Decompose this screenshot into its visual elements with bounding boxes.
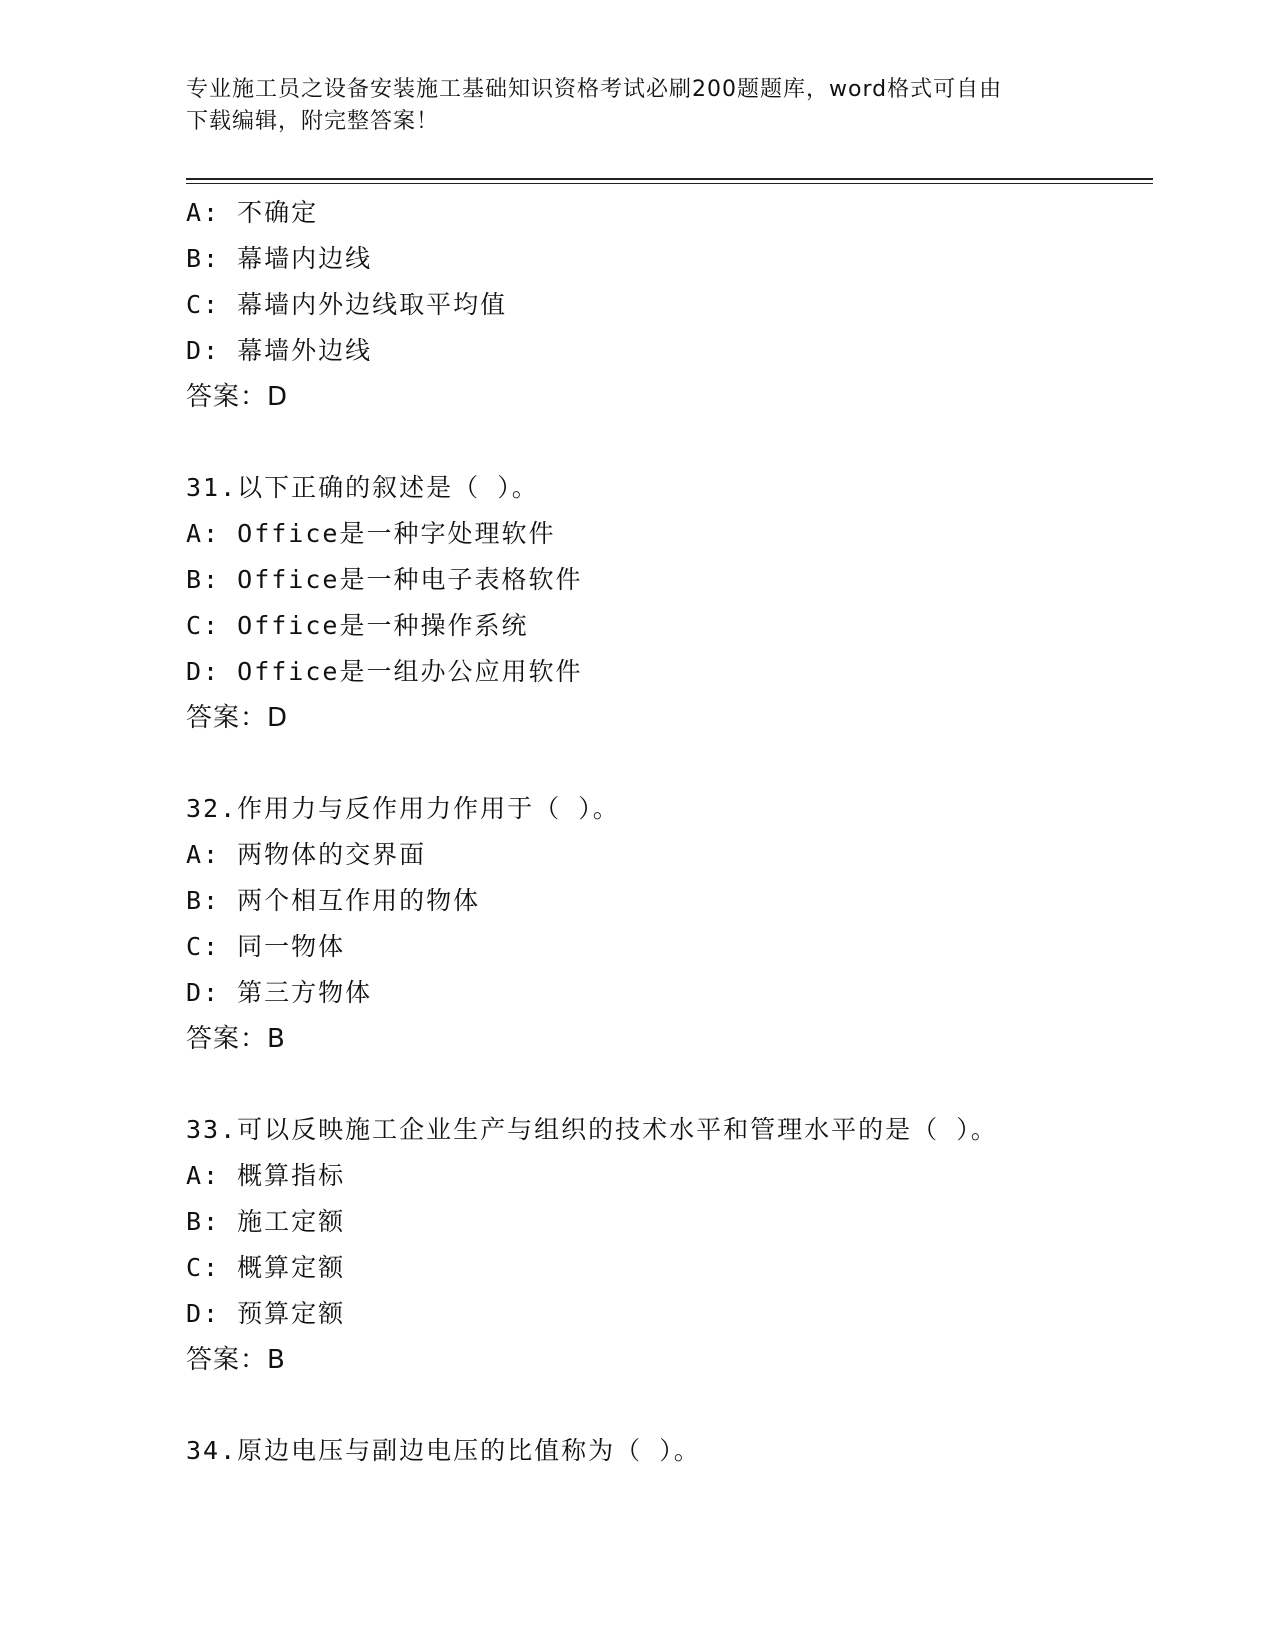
option-d: D: 预算定额 [186,1299,346,1328]
option-c: C: 同一物体 [186,932,346,961]
option-c: C: 幕墙内外边线取平均值 [186,290,508,319]
option-b: B: 两个相互作用的物体 [186,886,481,915]
spacer [186,741,1146,786]
option-a: A: Office是一种字处理软件 [186,519,556,548]
option-d: D: Office是一组办公应用软件 [186,657,583,686]
option-d: D: 第三方物体 [186,978,373,1007]
question-stem: 34.原边电压与副边电压的比值称为（ ）。 [186,1436,701,1465]
question-stem: 32.作用力与反作用力作用于（ ）。 [186,794,620,823]
question-stem: 33.可以反映施工企业生产与组织的技术水平和管理水平的是（ ）。 [186,1115,998,1144]
answer-line: 答案：D [186,382,289,412]
document-header [186,74,1066,138]
header-divider-thick [186,178,1153,180]
option-a: A: 两物体的交界面 [186,840,427,869]
option-a: A: 不确定 [186,198,319,227]
option-c: C: 概算定额 [186,1253,346,1282]
option-b: B: 施工定额 [186,1207,346,1236]
question-block-32 [186,786,1146,1062]
question-list [186,190,1146,1474]
spacer [186,420,1146,465]
option-d: D: 幕墙外边线 [186,336,373,365]
option-a: A: 概算指标 [186,1161,346,1190]
spacer [186,1062,1146,1107]
option-b: B: 幕墙内边线 [186,244,373,273]
answer-line: 答案：B [186,1024,286,1054]
question-block-30 [186,190,1146,420]
option-c: C: Office是一种操作系统 [186,611,529,640]
spacer [186,1383,1146,1428]
answer-line: 答案：B [186,1345,286,1375]
answer-line: 答案：D [186,703,289,733]
question-block-33 [186,1107,1146,1383]
header-line-1: 专业施工员之设备安装施工基础知识资格考试必刷200题题库，word格式可自由 [186,77,1003,102]
header-divider-thin [186,183,1153,184]
question-block-31 [186,465,1146,741]
header-line-2: 下载编辑，附完整答案！ [186,109,440,134]
option-b: B: Office是一种电子表格软件 [186,565,583,594]
question-stem: 31.以下正确的叙述是（ ）。 [186,473,539,502]
question-block-34 [186,1428,1146,1474]
